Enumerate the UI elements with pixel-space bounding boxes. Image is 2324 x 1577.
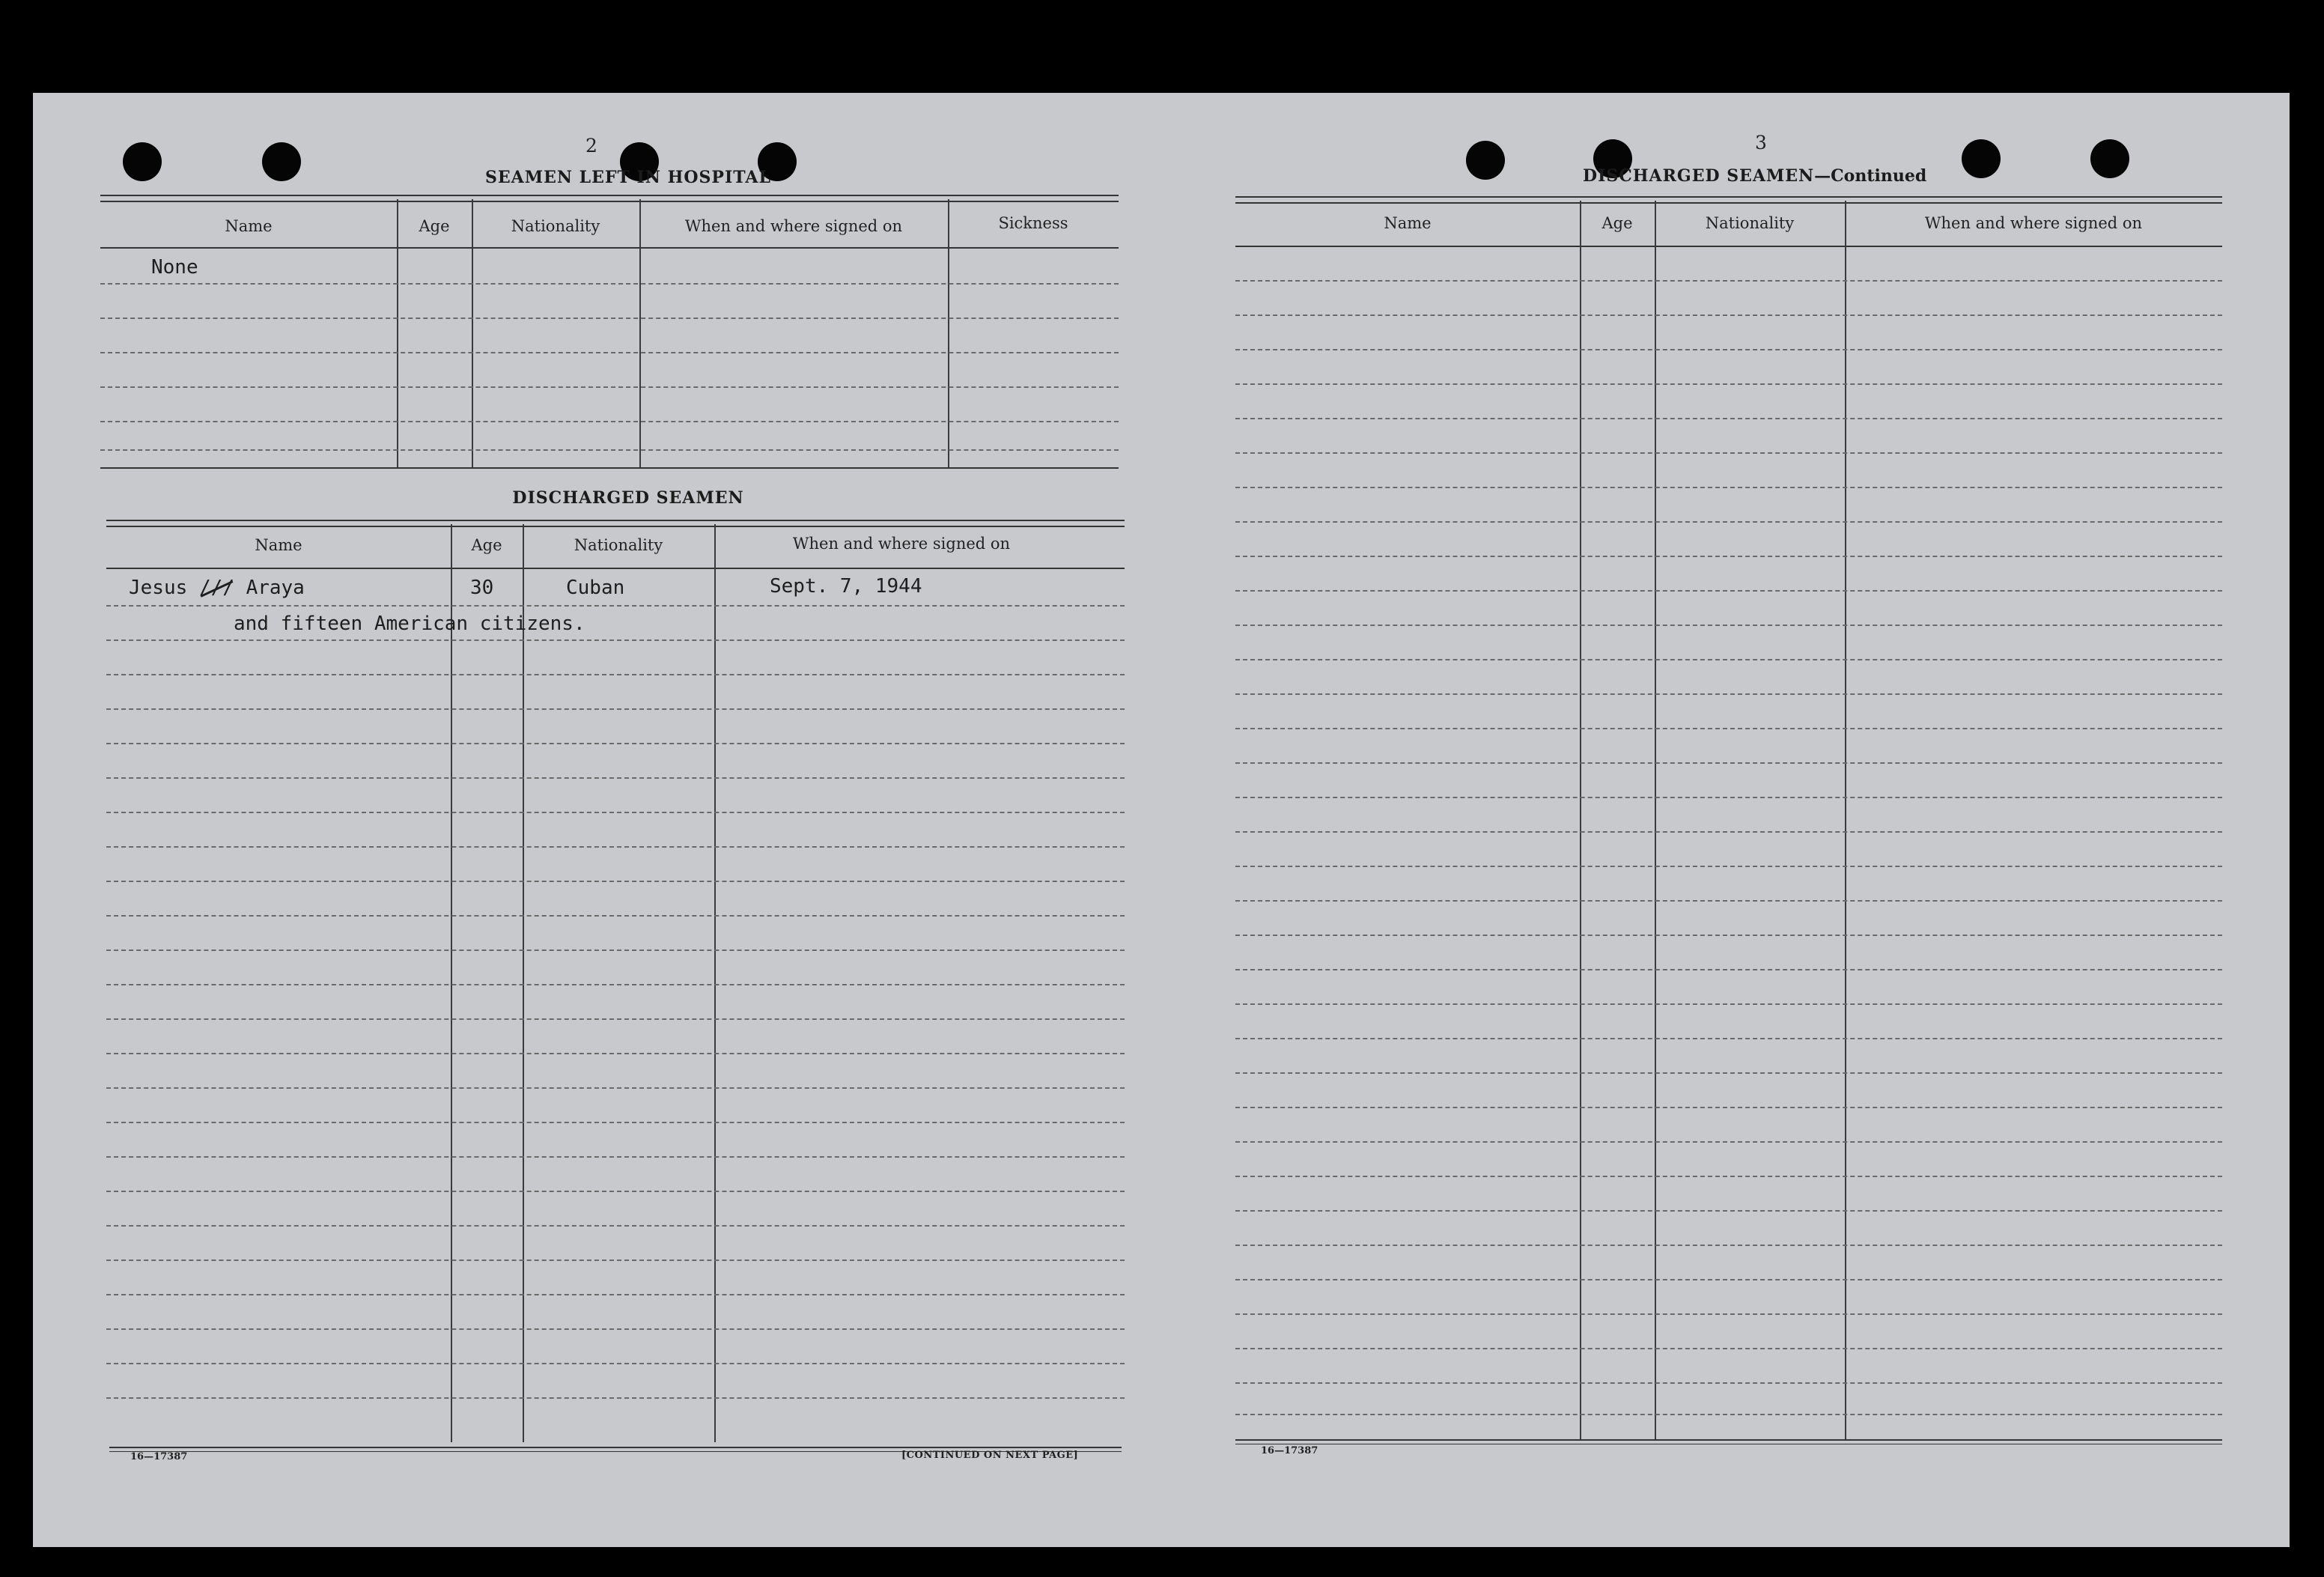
right-page — [1156, 93, 2290, 1547]
name-first: Jesus — [129, 577, 188, 599]
column-header: When and where signed on — [1924, 214, 2143, 232]
discharged-note: and fifteen American citizens. — [234, 613, 585, 635]
column-header: Name — [225, 217, 273, 235]
column-header: Sickness — [998, 214, 1068, 232]
hospital-entry-name: None — [151, 256, 198, 279]
left-page — [33, 93, 1156, 1547]
discharged-section-title: DISCHARGED SEAMEN — [512, 488, 744, 508]
column-header: Name — [255, 536, 302, 554]
discharged-continued-table — [1235, 196, 2222, 1454]
name-last: Araya — [246, 577, 305, 599]
column-header: Nationality — [511, 217, 600, 235]
column-header: Age — [471, 536, 502, 554]
discharged-entry-nationality: Cuban — [566, 577, 625, 599]
column-header: Nationality — [574, 536, 663, 554]
punch-hole — [1962, 139, 2001, 178]
column-header: When and where signed on — [684, 217, 903, 235]
punch-hole — [1466, 141, 1505, 180]
page-number: 2 — [585, 135, 597, 157]
discharged-entry-signed-on: Sept. 7, 1944 — [770, 575, 922, 598]
form-code: 16—17387 — [130, 1451, 188, 1462]
punch-hole — [123, 142, 162, 181]
column-header: Name — [1384, 214, 1432, 232]
document-sheet — [33, 93, 2290, 1547]
column-header: Age — [1601, 214, 1633, 232]
discharged-entry-name — [129, 577, 305, 599]
title-suffix: —Continued — [1814, 166, 1927, 186]
punch-hole — [262, 142, 301, 181]
title-main: DISCHARGED SEAMEN — [1583, 166, 1815, 186]
hospital-section-title: SEAMEN LEFT IN HOSPITAL — [485, 168, 771, 187]
struck-out-text: /// — [198, 577, 234, 599]
punch-hole — [2090, 139, 2129, 178]
continued-note: [CONTINUED ON NEXT PAGE] — [901, 1450, 1079, 1461]
column-header: When and where signed on — [792, 535, 1011, 553]
page-number: 3 — [1755, 132, 1767, 154]
discharged-entry-age: 30 — [470, 577, 494, 599]
column-header: Age — [419, 217, 450, 235]
discharged-continued-title — [1583, 166, 1927, 186]
form-code: 16—17387 — [1261, 1445, 1318, 1456]
discharged-table — [106, 520, 1125, 1448]
column-header: Nationality — [1705, 214, 1795, 232]
